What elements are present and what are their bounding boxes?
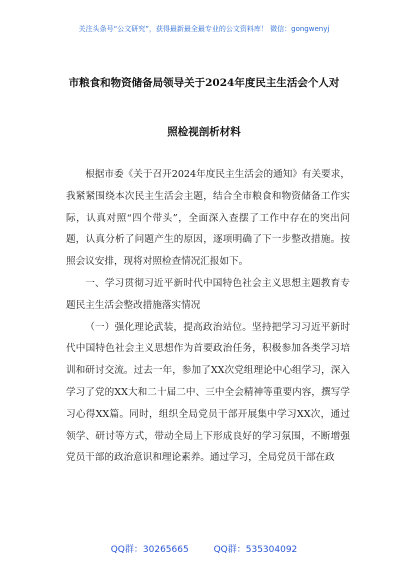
footer-qq-group-1: QQ群：30265665: [110, 545, 189, 555]
paragraph-section-heading: 一、学习贯彻习近平新时代中国特色社会主义思想主题教育专题民主生活会整改措施落实情况: [66, 277, 350, 311]
document-body: [66, 164, 350, 469]
footer-qq-group-2: QQ群：535304092: [213, 545, 298, 555]
document-title-line-1: 市粮食和物资储备局领导关于2024年度民主生活会个人对: [68, 77, 340, 89]
paragraph-intro: 根据市委《关于召开2024年度民主生活会的通知》有关要求，我紧紧围绕本次民主生活会主题，结合全市粮食和物资储备工作实际，认真对照“四个带头”，全面深入查摆了工作中存在的突出问题，认真分析了问题产生的原因，逐项明确了下一步整改措施。按照会议安排，现将对照检查情况汇报如下。: [66, 169, 350, 268]
header-banner: 关注头条号“公文研究”，获得最新最全最专业的公文资料库！ 微信：gongwenyj: [78, 25, 330, 33]
paragraph-theory-study: （一）强化理论武装，提高政治站位。坚持把学习习近平新时代中国特色社会主义思想作为首要政治任务，积极参加各类学习培训和研讨交流。过去一年，参加了XX次党组理论中心组学习，深入学习了党的XX大和二十届二中、三中全会精神等重要内容，撰写学习心得XX篇。同时，组织全局党员干部开展集中学习XX次，通过领学、研讨等方式，带动全局上下形成良好的学习氛围，不断增强党员干部的政治意识和理论素养。通过学习，全局党员干部在政: [66, 321, 350, 464]
document-title-line-2: 照检视剖析材料: [167, 126, 241, 138]
footer-contacts: [0, 542, 408, 555]
